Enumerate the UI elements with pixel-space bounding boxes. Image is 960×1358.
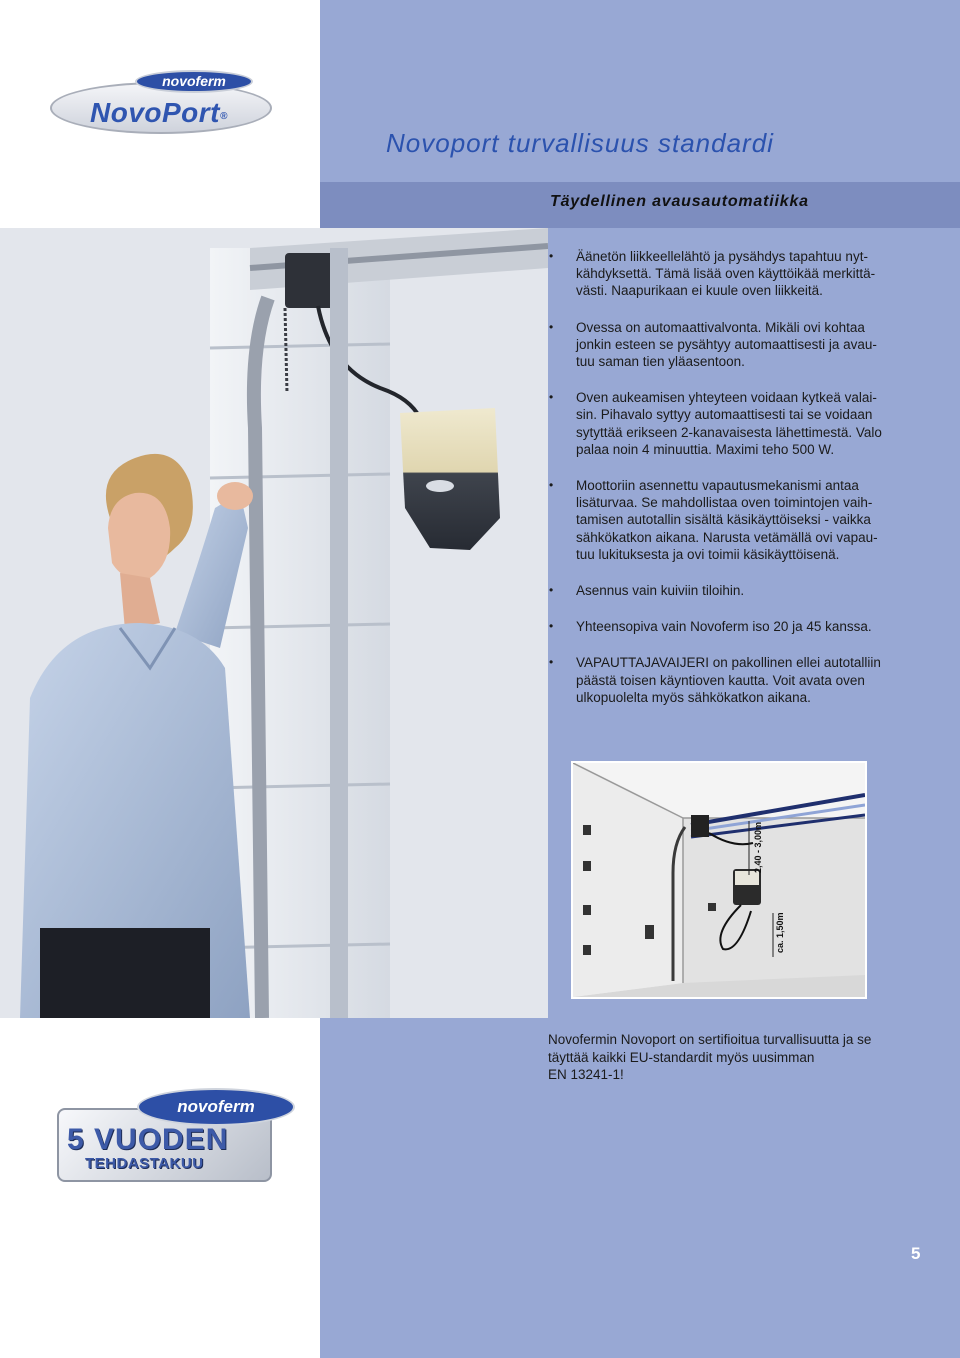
photo-illustration — [0, 228, 548, 1018]
feature-line: • Moottoriin asennettu vapautusmekanismi antaa — [576, 478, 859, 494]
feature-line: västi. Naapurikaan ei kuule oven liikkeitä. — [576, 283, 823, 299]
feature-list — [549, 248, 907, 725]
feature-line: tamisen autotallin sisältä käsikäyttöiseksi - vaikka — [576, 512, 871, 528]
badge-warranty: TEHDASTAKUU — [85, 1155, 204, 1172]
novoport-logo — [50, 70, 275, 135]
feature-item-release-cable — [549, 654, 907, 706]
feature-line: • Oven aukeamisen yhteyteen voidaan kytkeä valai- — [576, 390, 877, 406]
badge-novoferm-pill: novoferm — [137, 1088, 295, 1126]
diagram-illustration — [573, 763, 865, 997]
cert-line: Novofermin Novoport on sertifioitua turvallisuutta ja se — [548, 1032, 872, 1047]
feature-item-compatibility — [549, 618, 907, 635]
feature-line: lisäturvaa. Se mahdollistaa oven toimintojen vaih- — [576, 495, 873, 511]
feature-line: • Asennus vain kuiviin tiloihin. — [576, 583, 745, 599]
feature-item-lighting — [549, 389, 907, 458]
photo-woman-garage-opener — [0, 228, 548, 1018]
badge-years: 5 VUODEN — [67, 1123, 229, 1156]
feature-line: • Ovessa on automaattivalvonta. Mikäli ovi kohtaa — [576, 319, 865, 335]
feature-line: • VAPAUTTAJAVAIJERI on pakollinen ellei autotalliin — [576, 655, 881, 671]
certification-text — [548, 1031, 918, 1084]
section-subtitle: Täydellinen avausautomatiikka — [550, 193, 809, 210]
installation-diagram — [571, 761, 867, 999]
cert-line: EN 13241-1! — [548, 1067, 624, 1082]
warranty-badge — [57, 1088, 293, 1184]
cert-line: täyttää kaikki EU-standardit myös uusimman — [548, 1049, 815, 1065]
feature-line: sytyttää erikseen 2-kanavaisesta lähettimestä. Valo — [576, 424, 882, 440]
feature-line: sin. Pihavalo syttyy automaattisesti tai se voidaan — [576, 407, 873, 423]
feature-line: ulkopuolelta myös sähkökatkon aikana. — [576, 689, 811, 705]
dimension-height-label: 2,40 - 3,00m — [753, 821, 763, 873]
feature-line: • Yhteensopiva vain Novoferm iso 20 ja 45 kanssa. — [576, 619, 872, 635]
feature-line: kähdyksettä. Tämä lisää oven käyttöikää merkittä- — [576, 266, 876, 282]
novoferm-pill: novoferm — [135, 70, 253, 93]
feature-item-dry-spaces — [549, 582, 907, 599]
registered-mark: ® — [220, 111, 228, 122]
feature-line: • Äänetön liikkeellelähtö ja pysähdys tapahtuu nyt- — [576, 249, 868, 264]
feature-line: palaa noin 4 minuuttia. Maximi teho 500 W. — [576, 441, 835, 457]
feature-line: päästä toisen käyntioven kautta. Voit avata oven — [576, 672, 865, 688]
feature-item-auto-monitoring — [549, 319, 907, 371]
page-number: 5 — [911, 1244, 921, 1263]
page-title: Novoport turvallisuus standardi — [386, 128, 774, 158]
feature-item-release-mechanism — [549, 477, 907, 563]
dimension-ca-label: ca. 1,50m — [775, 912, 785, 953]
feature-line: tuu lukituksesta ja ovi toimii käsikäyttöisenä. — [576, 546, 840, 562]
feature-line: jonkin esteen se pysähtyy automaattisesti ja avau- — [576, 336, 877, 352]
logo-name — [90, 96, 228, 130]
logo-name-text: NovoPort — [90, 97, 220, 128]
feature-line: tuu saman tien yläasentoon. — [576, 354, 745, 370]
feature-item-soft-start — [549, 248, 907, 300]
feature-line: sähkökatkon aikana. Narusta vetämällä ovi vapau- — [576, 529, 878, 545]
